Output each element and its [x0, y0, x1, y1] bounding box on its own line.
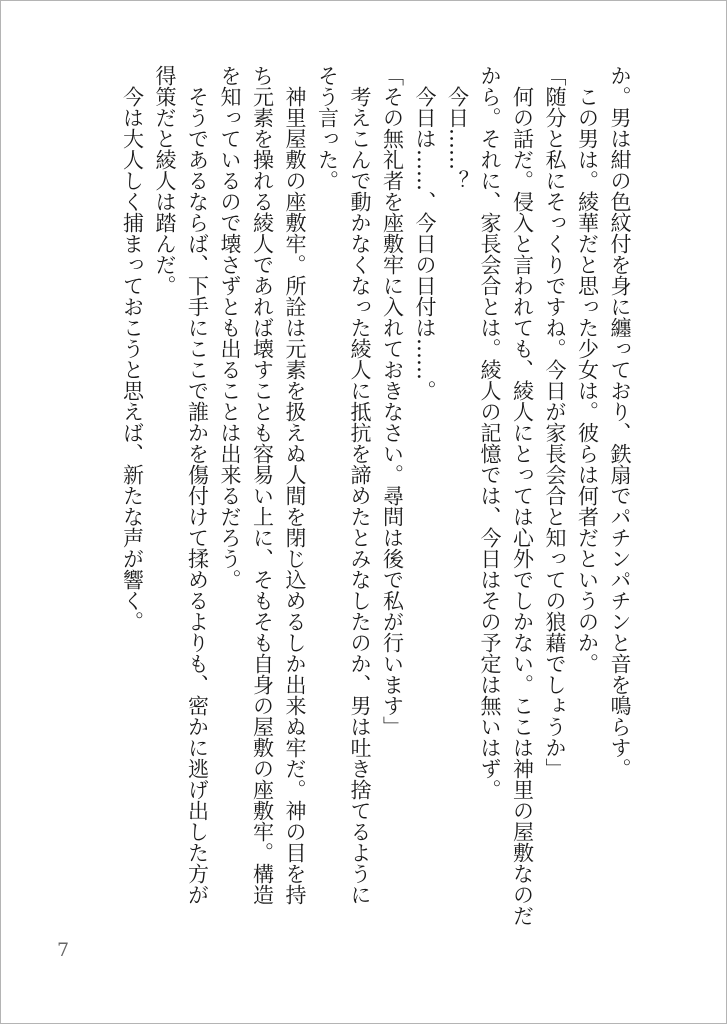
text-line: を知っているので壊さずとも出ることは出来るだろう。 — [218, 65, 242, 590]
body-text — [76, 65, 636, 945]
text-line: 考えこんで動かなくなった綾人に抵抗を諦めたとみなしたのか、男は吐き捨てるように — [348, 65, 372, 905]
text-line: 今は大人しく捕まっておこうと思えば、新たな声が響く。 — [120, 65, 145, 632]
text-line: ち元素を操れる綾人であれば壊すことも容易い上に、そもそも自身の屋敷の座敷牢。構造 — [250, 65, 275, 905]
text-line: 「随分と私にそっくりですね。今日が家長会合と知っての狼藉でしょうか」 — [543, 65, 567, 779]
text-line: 今日は……、今日の日付は……。 — [413, 65, 437, 401]
text-line: この男は。綾華だと思った少女は。彼らは何者だというのか。 — [575, 65, 600, 674]
text-line: から。それに、家長会合とは。綾人の記憶では、今日はその予定は無いはず。 — [478, 65, 502, 800]
text-line: そう言った。 — [315, 65, 340, 191]
text-line: 神里屋敷の座敷牢。所詮は元素を扱えぬ人間を閉じ込めるしか出来ぬ牢だ。神の目を持 — [283, 65, 307, 905]
text-line: 今日……？ — [445, 65, 470, 191]
text-line: 何の話だ。侵入と言われても、綾人にとっては心外でしかない。ここは神里の屋敷なのだ — [510, 65, 535, 926]
text-line: か。男は紺の色紋付を身に纏っており、鉄扇でパチンパチンと音を鳴らす。 — [608, 65, 632, 779]
text-line: そうであるならば、下手にここで誰かを傷付けて揉めるよりも、密かに逃げ出した方が — [185, 65, 210, 905]
page-number: 7 — [57, 939, 70, 961]
text-line: 得策だと綾人は踏んだ。 — [153, 65, 177, 296]
text-line: 「その無礼者を座敷牢に入れておきなさい。尋問は後で私が行います」 — [380, 65, 405, 737]
